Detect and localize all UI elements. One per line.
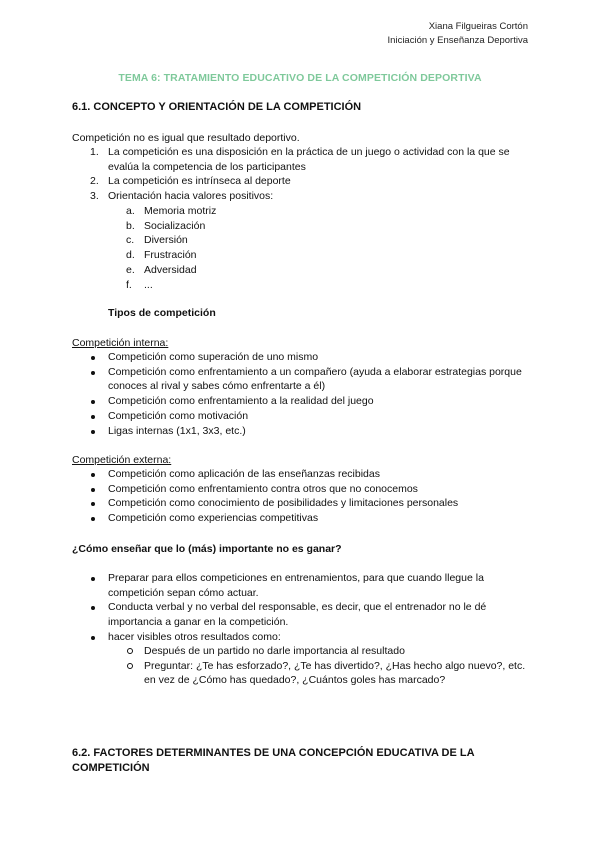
item-text: Competición como enfrentamiento a la realidad del juego [108,395,374,408]
value-item [126,278,426,293]
numbered-item [90,189,530,204]
sub-answers-list [126,644,526,688]
bullet-icon [91,473,95,477]
bullet-icon [91,502,95,506]
item-letter: e. [126,263,135,276]
answers-list [90,571,530,645]
bullet-icon [91,356,95,360]
list-item [90,571,530,600]
external-competition-list [90,467,530,526]
item-number: 3. [90,190,99,203]
list-item [90,467,530,482]
external-competition-label: Competición externa: [72,454,172,466]
header-subject: Iniciación y Enseñanza Deportiva [387,35,528,46]
item-text: Preparar para ellos competiciones en entrenamientos, para que cuando llegue la competición sepan cómo actuar. [108,572,484,599]
item-text: Preguntar: ¿Te has esforzado?, ¿Te has divertido?, ¿Has hecho algo nuevo?, etc. en vez de ¿Cómo has quedado?, ¿Cuántos goles has marcado? [144,659,526,687]
item-text: Frustración [144,249,197,262]
list-item [90,630,530,645]
item-number: 1. [90,146,99,158]
item-text: Orientación hacia valores positivos: [108,190,274,203]
item-text: Adversidad [144,263,197,276]
item-text: hacer visibles otros resultados como: [108,630,281,643]
item-text: Diversión [144,234,188,247]
item-text: ... [144,278,153,291]
bullet-icon [91,415,95,419]
list-item [90,496,530,511]
item-text: Socialización [144,219,206,232]
list-item [90,482,530,497]
values-list [126,204,426,292]
list-item [90,511,530,526]
bullet-icon [91,400,95,404]
list-item [126,644,526,659]
hollow-bullet-icon [127,663,133,669]
numbered-item [90,174,530,189]
bullet-icon [91,430,95,434]
hollow-bullet-icon [127,648,133,654]
item-letter: a. [126,205,135,217]
bullet-icon [91,636,95,640]
value-item [126,248,426,263]
value-item [126,204,426,219]
numbered-item [90,145,530,174]
item-text: La competición es intrínseca al deporte [108,175,291,188]
header-author: Xiana Filgueiras Cortón [428,21,528,32]
list-item [90,409,530,424]
item-letter: d. [126,249,135,262]
item-letter: f. [126,278,132,291]
item-text: Competición como aplicación de las enseñanzas recibidas [108,468,380,480]
item-text: Competición como experiencias competitivas [108,512,319,525]
document-title: TEMA 6: TRATAMIENTO EDUCATIVO DE LA COMPETICIÓN DEPORTIVA [118,72,482,84]
item-letter: b. [126,219,135,232]
bullet-icon [91,371,95,375]
item-text: Competición como enfrentamiento contra otros que no conocemos [108,482,418,495]
item-text: Después de un partido no darle importancia al resultado [144,645,405,657]
list-item [90,424,530,439]
item-text: Competición como motivación [108,409,249,422]
list-item [90,394,530,409]
item-text: La competición es una disposición en la práctica de un juego o actividad con la que se evalúa la competencia de los participantes [108,146,510,173]
value-item [126,263,426,278]
bullet-icon [91,488,95,492]
value-item [126,219,426,234]
item-text: Competición como enfrentamiento a un compañero (ayuda a elaborar estrategias porque conoces al rival y sabes cómo enfrentarte a él) [108,365,522,393]
question-heading: ¿Cómo enseñar que lo (más) importante no es ganar? [72,543,342,555]
list-item [126,659,526,688]
bullet-icon [91,606,95,610]
item-number: 2. [90,175,99,188]
intro-paragraph: Competición no es igual que resultado deportivo. [72,132,300,144]
item-text: Ligas internas (1x1, 3x3, etc.) [108,424,246,437]
item-text: Memoria motriz [144,205,217,217]
types-subheading: Tipos de competición [108,307,216,319]
item-letter: c. [126,234,135,247]
list-item [90,600,530,629]
section-1-heading: 6.1. CONCEPTO Y ORIENTACIÓN DE LA COMPETICIÓN [72,101,362,113]
bullet-icon [91,517,95,521]
numbered-list [90,145,530,204]
item-text: Competición como conocimiento de posibilidades y limitaciones personales [108,497,459,510]
page-header [388,20,528,48]
list-item [90,350,530,365]
item-text: Competición como superación de uno mismo [108,351,319,363]
internal-competition-label: Competición interna: [72,337,169,349]
list-item [90,365,530,394]
item-text: Conducta verbal y no verbal del responsable, es decir, que el entrenador no le dé importancia a ganar en la competición. [108,601,487,629]
section-2-heading: 6.2. FACTORES DETERMINANTES DE UNA CONCEPCIÓN EDUCATIVA DE LA COMPETICIÓN [72,747,475,774]
internal-competition-list [90,350,530,438]
bullet-icon [91,577,95,581]
value-item [126,233,426,248]
